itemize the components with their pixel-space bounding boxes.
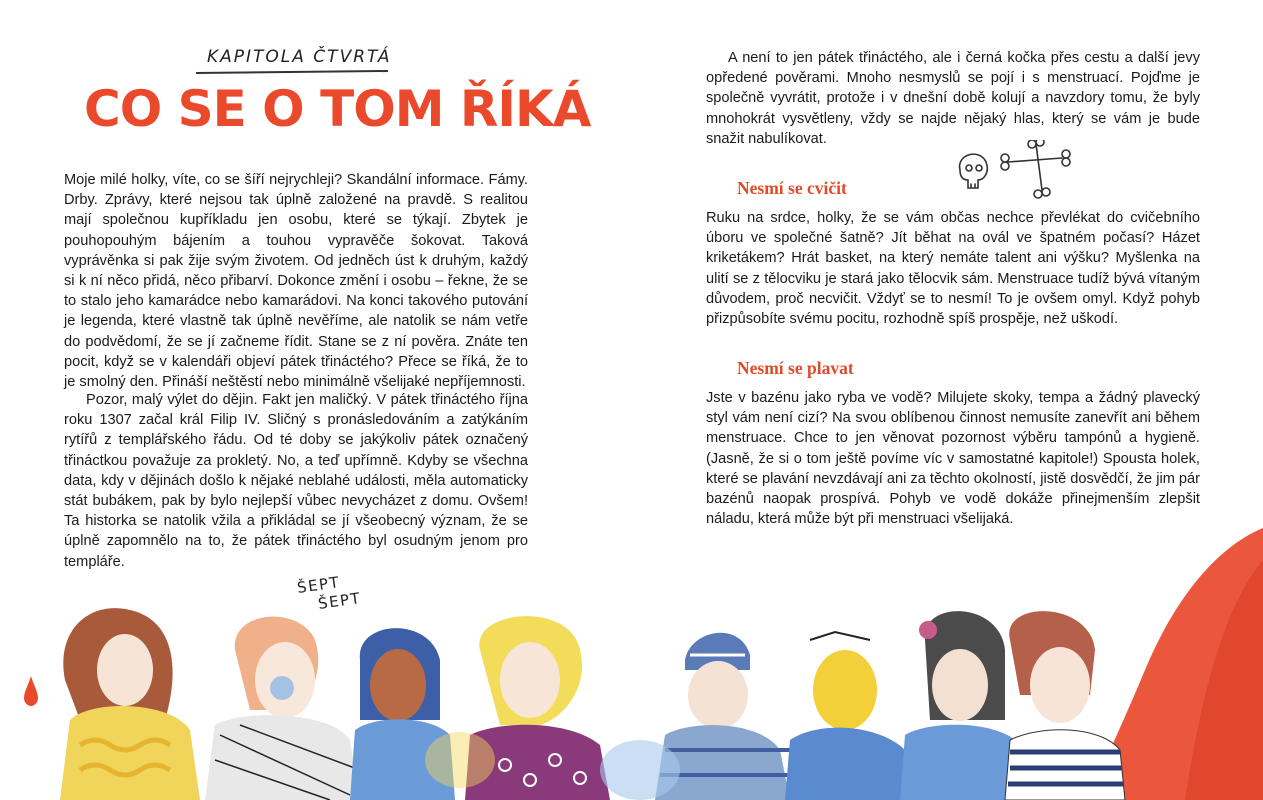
skull-and-crossbones-icon: [950, 140, 1080, 200]
girl-figure-8: [1005, 611, 1125, 800]
section-heading-swimming: Nesmí se plavat: [737, 358, 854, 378]
paragraph-superstitions: A není to jen pátek třináctého, ale i černá kočka přes cestu a další jevy opředené pověrami. Mnoho nesmyslů se pojí i s menstruací. Pojďme je společně vyvrátit, protože i v dnešní době kolují a navzdory tomu, že byly mnohokrát vysvětleny, vždy se najde nějaký hlas, který se vám je bude snažit nabulíkovat.: [706, 50, 1200, 147]
kicker-underline: [196, 70, 388, 74]
whisper-label-1: ŠEPT: [295, 573, 342, 597]
section-text-exercise: Ruku na srdce, holky, že se vám občas nechce převlékat do cvičebního úboru ve společné šatně? Jít běhat na ovál ve špatném počasí? Házet kriketákem? Hrát basket, na který nemáte talent ani výšku? Myšlenka na ulití se z tělocviku je stará jako tělocvik sám. Menstruace tudíž bývá vítaným důvodem, proč necvičit. Vždyť se to nesmí! To je ovšem omyl. Když pohyb přizpůsobíte svému pocitu, rozhodně spíš prospěje, než uškodí.: [706, 210, 1200, 328]
illustration-whispering-girls: [0, 520, 1263, 800]
girl-figure-6: [785, 632, 915, 800]
girl-figure-2: [205, 617, 360, 800]
paragraph-intro: Moje milé holky, víte, co se šíří nejrychleji? Skandální informace. Fámy. Drby. Zprávy, které nejsou tak úplně založené na pravdě. S realitou mají společnou kupříkladu jen osobu, které se týkají. Zbytek je pouhopouhým bájením a touhou vypravěče šokovat. Taková vyprávěnka si pak žije svým životem. Od jedněch úst k druhým, každý si k ní něco přidá, něco přibarví. Dokonce změní i osobu – řekne, že se to stalo jeho kamarádce nebo kamarádovi. Na konci takového putování je legenda, které vlastně tak úplně nevěříme, ale natolik se nám vetře do podvědomí, že se jí začneme řídit. Stane se z ní pověra. Znáte ten pocit, když se v kalendáři objeví pátek třináctého? Přece se říká, že to je smolný den. Přináší neštěstí nebo minimálně všelijaké nepříjemnosti.: [64, 172, 528, 391]
section-text-swimming: Jste v bazénu jako ryba ve vodě? Milujete skoky, tempa a žádný plavecký styl vám není cizí? Na svou oblíbenou činnost nemusíte zanevřít ani během menstruace. Chce to jen věnovat pozornost výběru tampónů a hygieně. (Jasně, že si o tom ještě povíme víc v samostatné kapitole!) Spousta holek, které se plavání nevzdávají ani za těchto okolností, jistě dosvědčí, že jim pár bazénů naopak prospívá. Pohyb ve vodě dokáže přinejmenším zlepšit náladu, která může být při menstruaci všelijaká.: [706, 390, 1201, 528]
girl-figure-1: [60, 608, 200, 800]
paragraph-history: Pozor, malý výlet do dějin. Fakt jen maličký. V pátek třináctého října roku 1307 začal král Filip IV. Sličný s pronásledováním a zatýkáním rytířů z templářského řádu. Od té doby se jakýkoliv pátek označený třináctkou považuje za prokletý. No, a teď upřímně. Kdyby se všechna data, kdy v dějinách došlo k nějaké neblahé události, měla automaticky stát bubákem, pak by bylo nejlepší vůbec nevycházet z domu. Ovšem! Ta historka se natolik vžila a přikládal se jí všeobecný význam, že se úplně zapomnělo na to, že pátek třináctého byl osudným jenom pro templáře.: [64, 392, 528, 570]
section-heading-exercise: Nesmí se cvičit: [737, 178, 847, 198]
whisper-label-2: ŠEPT: [316, 589, 363, 613]
chapter-title: CO SE O TOM ŘÍKÁ: [84, 80, 591, 138]
chapter-kicker: KAPITOLA ČTVRTÁ: [207, 47, 392, 67]
